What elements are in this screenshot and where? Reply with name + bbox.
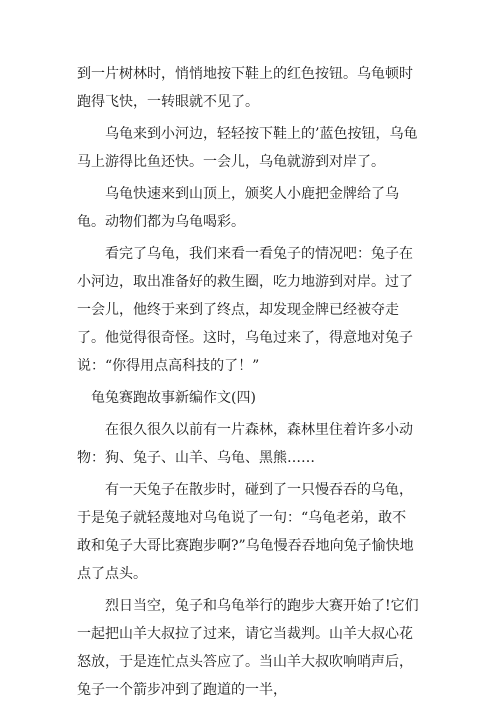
paragraph-5: 在很久很久以前有一片森林，森林里住着许多小动物：狗、兔子、山羊、乌龟、黑熊…… (77, 422, 413, 466)
document-body (77, 60, 419, 708)
paragraph-1: 到一片树林时，悄悄地按下鞋上的红色按钮。乌龟顿时跑得飞快，一转眼就不见了。 (77, 66, 413, 110)
paragraph-3: 乌龟快速来到山顶上，颁奖人小鹿把金牌给了乌龟。动物们都为乌龟喝彩。 (77, 186, 399, 230)
paragraph-2: 乌龟来到小河边，轻轻按下鞋上的’蓝色按钮，乌龟马上游得比鱼还快。一会儿，乌龟就游到对岸了。 (77, 126, 418, 170)
paragraph-7: 烈日当空，兔子和乌龟举行的跑步大赛开始了!它们一起把山羊大叔拉了过来，请它当裁判。山羊大叔心花怒放，于是连忙点头答应了。当山羊大叔吹响哨声后，兔子一个箭步冲到了跑道的一半， (77, 598, 419, 698)
section-heading: 龟兔赛跑故事新编作文(四) (91, 390, 256, 406)
paragraph-4: 看完了乌龟，我们来看一看兔子的情况吧：兔子在小河边，取出准备好的救生圈，吃力地游到对岸。过了一会儿，他终于来到了终点，却发现金牌已经被夺走了。他觉得很奇怪。这时，乌龟过来了，得意地对兔子说：“你得用点高科技的了！” (77, 246, 413, 374)
paragraph-6: 有一天兔子在散步时，碰到了一只慢吞吞的乌龟，于是兔子就轻蔑地对乌龟说了一句：“乌龟老弟，敢不敢和兔子大哥比赛跑步啊?”乌龟慢吞吞地向兔子愉快地点了点头。 (77, 482, 414, 582)
